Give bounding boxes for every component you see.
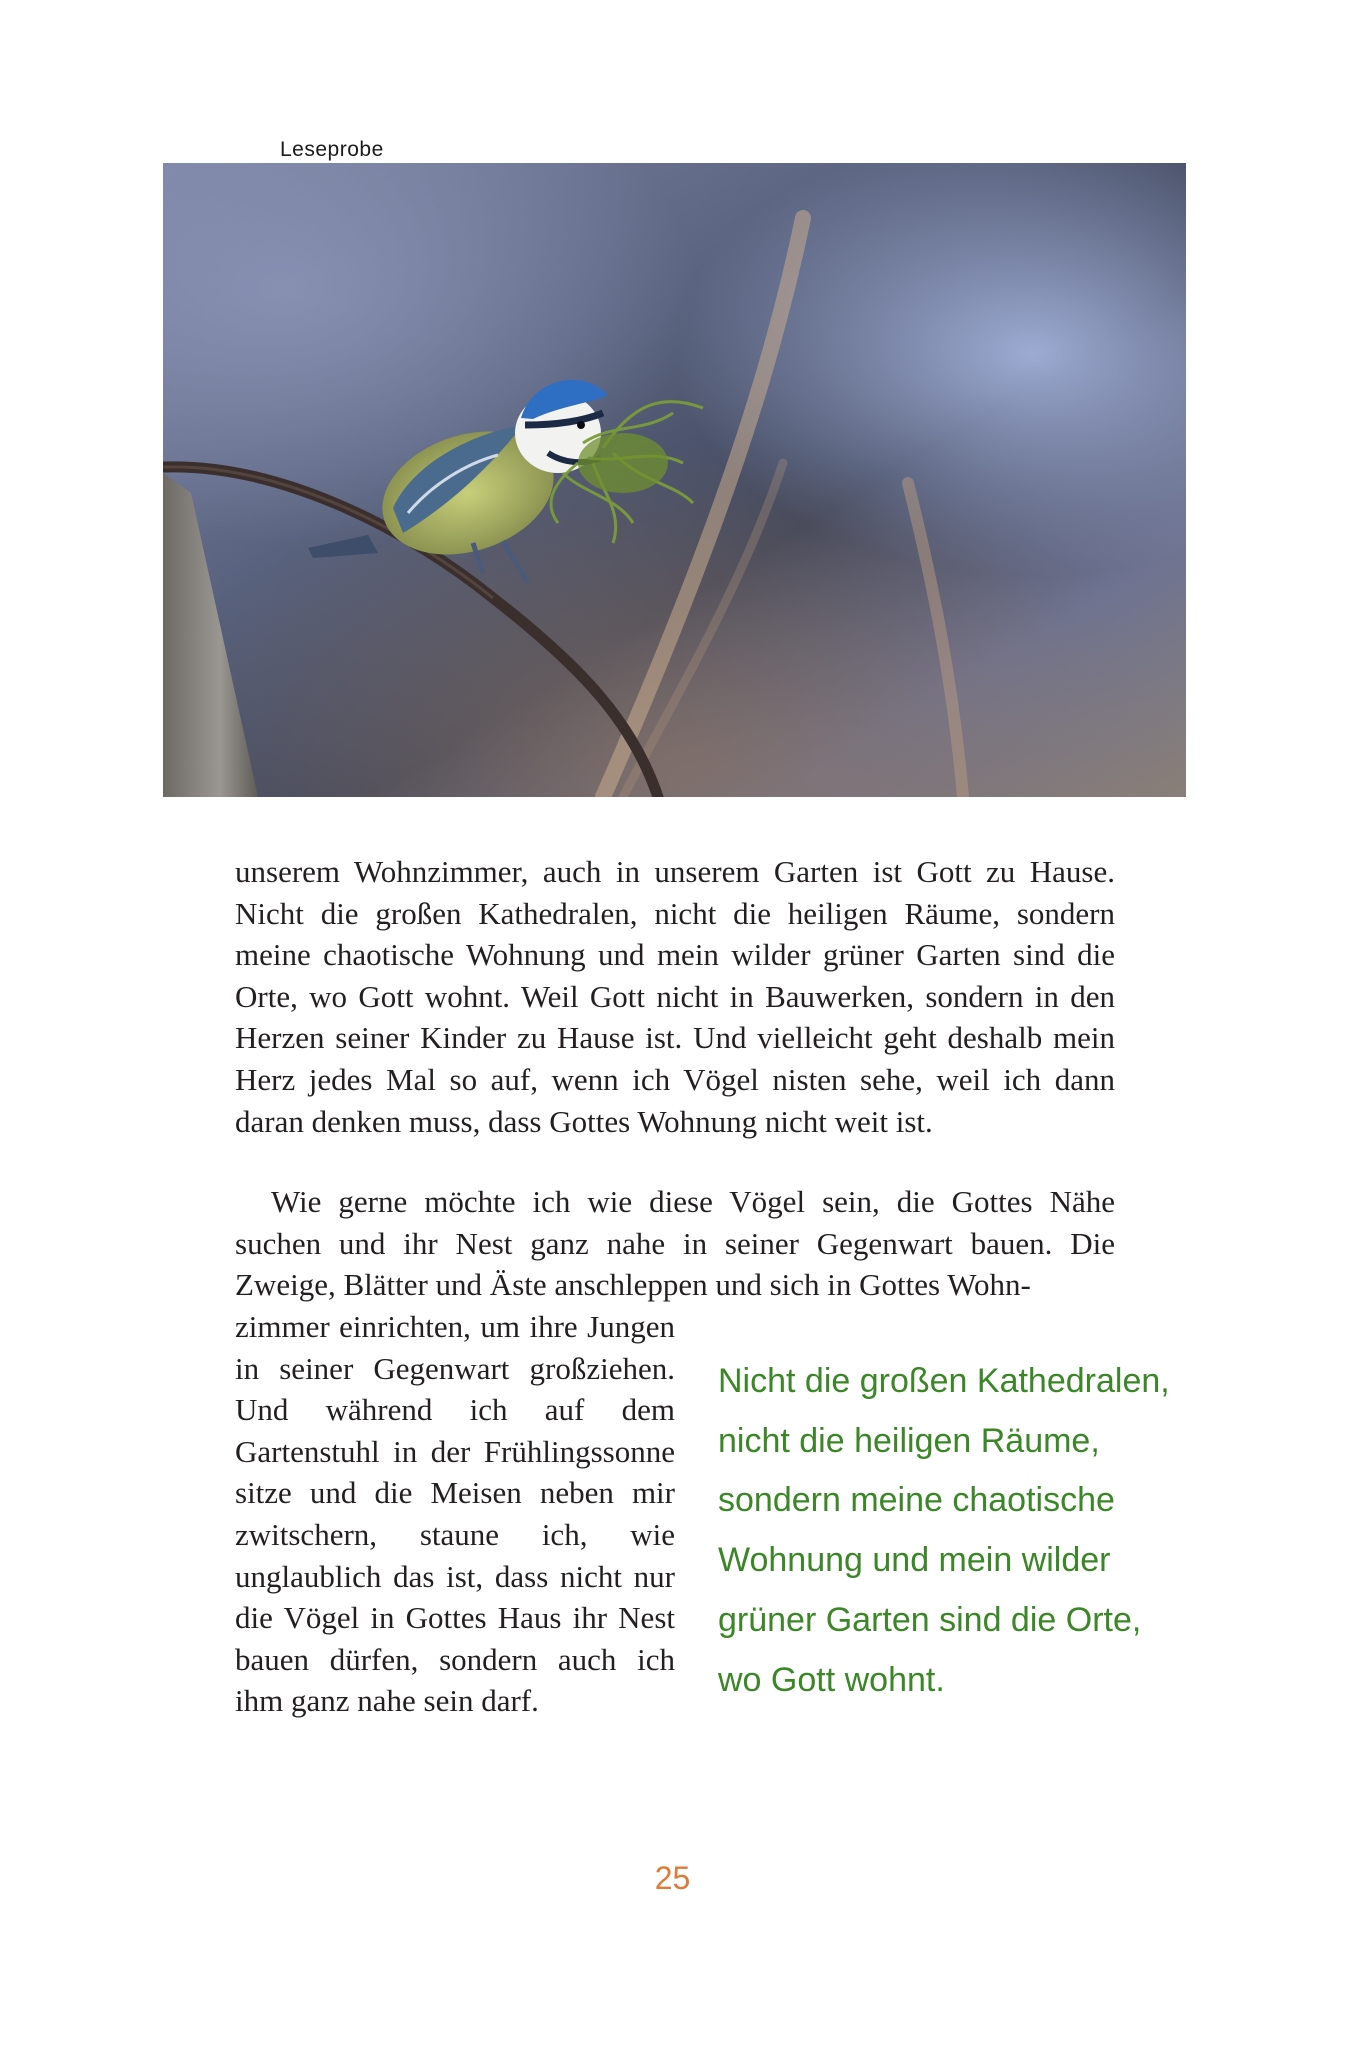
- page-number: 25: [654, 1860, 691, 1896]
- pull-quote: Nicht die großen Kathedralen, nicht die heiligen Räume, sondern meine chaotische Wohnung und mein wilder grüner Garten sind die Orte, wo Gott wohnt.: [718, 1362, 1170, 1699]
- paragraph-2: Wie gerne möchte ich wie diese Vögel sein, die Gottes Nähe suchen und ihr Nest ganz nahe in seiner Gegenwart bauen. Die Zweige, Blätter und Äste anschleppen und sich in Gottes Wohn-: [235, 1184, 1115, 1303]
- header-label: Leseprobe: [280, 138, 384, 161]
- paragraph-1: unserem Wohnzimmer, auch in unserem Garten ist Gott zu Hause. Nicht die großen Kathedralen, nicht die heiligen Räume, sondern meine chaotische Wohnung und mein wilder grüner Garten sind die Orte, wo Gott wohnt. Weil Gott nicht in Bauwerken, sondern in den Herzen seiner Kinder zu Hause ist. Und vielleicht geht deshalb mein Herz jedes Mal so auf, wenn ich Vögel nisten sehe, weil ich dann daran denken muss, dass Gottes Wohnung nicht weit ist.: [235, 854, 1115, 1139]
- bird-photo: [163, 163, 1186, 797]
- paragraph-3-column: zimmer einrichten, um ihre Jungen in seiner Gegenwart großziehen. Und während ich auf dem Gartenstuhl in der Frühlingssonne sitze und die Meisen neben mir zwitschern, staune ich, wie unglaublich das ist, dass nicht nur die Vögel in Gottes Haus ihr Nest bauen dürfen, sondern auch ich ihm ganz nahe sein darf.: [235, 1309, 675, 1719]
